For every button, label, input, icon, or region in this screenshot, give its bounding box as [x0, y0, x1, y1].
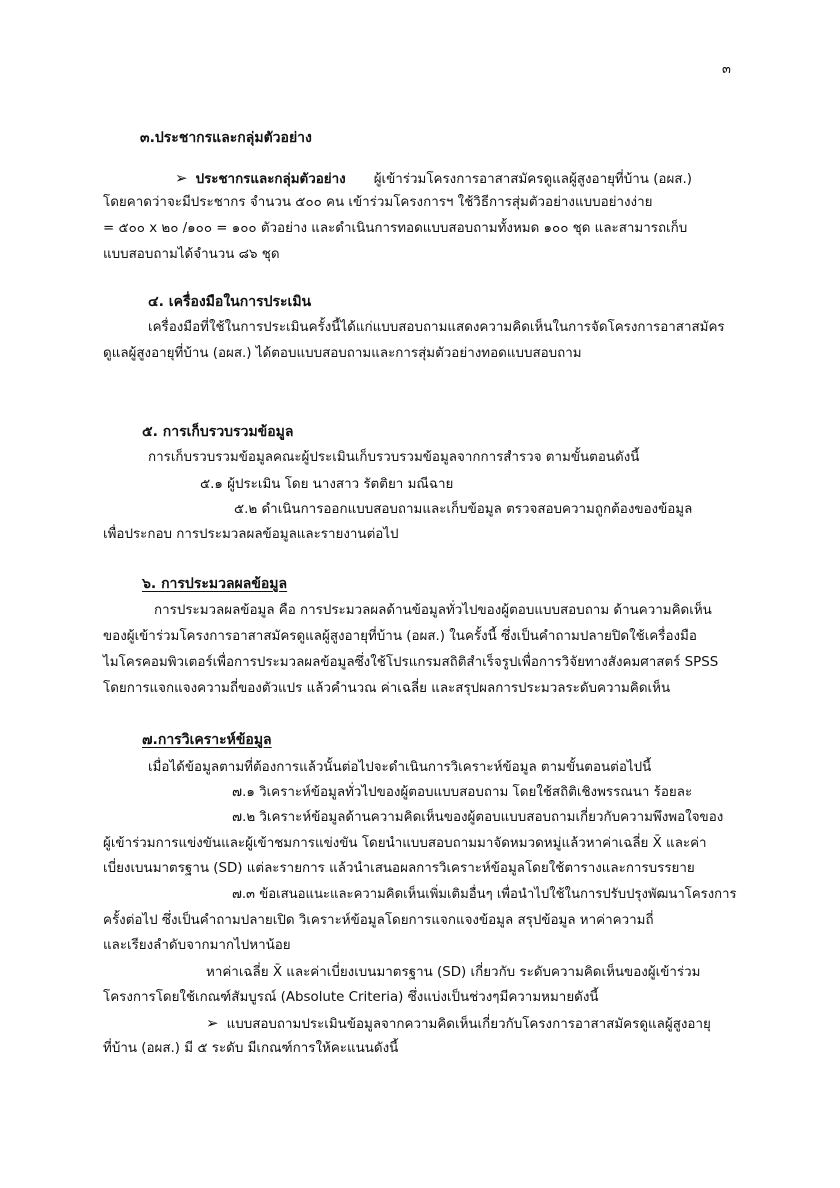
paragraph-line: ผู้เข้าร่วมโครงการอาสาสมัครดูแลผู้สูงอายุที่บ้าน (อผส.) — [373, 172, 692, 187]
section-6-heading: ๖. การประมวลผลข้อมูล — [142, 576, 288, 592]
paragraph-line: ของผู้เข้าร่วมโครงการอาสาสมัครดูแลผู้สูงอายุที่บ้าน (อผส.) ในครั้งนี้ ซึ่งเป็นคำถามปลายปิดใช้เครื่องมือ — [103, 629, 697, 644]
paragraph-line: ดูแลผู้สูงอายุที่บ้าน (อผส.) ได้ตอบแบบสอบถามและการสุ่มตัวอย่างทอดแบบสอบถาม — [103, 346, 582, 361]
paragraph-line: แบบสอบถามได้จำนวน ๘๖ ชุด — [103, 247, 280, 262]
paragraph-line: โดยคาดว่าจะมีประชากร จำนวน ๕๐๐ คน เข้าร่วมโครงการฯ ใช้วิธีการสุ่มตัวอย่างแบบอย่างง่าย — [103, 195, 653, 210]
paragraph-line: เครื่องมือที่ใช้ในการประเมินครั้งนี้ได้แก่แบบสอบถามแสดงความคิดเห็นในการจัดโครงการอาสาสมัคร — [148, 320, 725, 335]
paragraph-line: ที่บ้าน (อผส.) มี ๕ ระดับ มีเกณฑ์การให้คะแนนดังนี้ — [103, 1041, 399, 1056]
paragraph-line: และเรียงลำดับจากมากไปหาน้อย — [103, 938, 291, 953]
section-4-heading: ๔. เครื่องมือในการประเมิน — [148, 294, 312, 310]
paragraph-line: เพื่อประกอบ การประมวลผลข้อมูลและรายงานต่อไป — [103, 527, 399, 542]
paragraph-line: ครั้งต่อไป ซึ่งเป็นคำถามปลายเปิด วิเคราะห์ข้อมูลโดยการแจกแจงข้อมูล สรุปข้อมูล หาค่าความถี่ — [103, 913, 654, 928]
paragraph-line: ๕.๑ ผู้ประเมิน โดย นางสาว รัตติยา มณีฉาย — [200, 477, 454, 492]
paragraph-line: = ๕๐๐ x ๒๐ /๑๐๐ = ๑๐๐ ตัวอย่าง และดำเนินการทอดแบบสอบถามทั้งหมด ๑๐๐ ชุด และสามารถเก็บ — [103, 221, 688, 236]
section-3-heading: ๓.ประชากรและกลุ่มตัวอย่าง — [140, 130, 312, 146]
paragraph-line: แบบสอบถามประเมินข้อมูลจากความคิดเห็นเกี่ยวกับโครงการอาสาสมัครดูแลผู้สูงอายุ — [226, 1017, 711, 1032]
paragraph-line: ๗.๓ ข้อเสนอแนะและความคิดเห็นเพิ่มเติมอื่นๆ เพื่อนำไปใช้ในการปรับปรุงพัฒนาโครงการ — [232, 887, 737, 902]
arrowhead-bullet-icon: ➢ — [175, 169, 188, 187]
section-7-bullet-line — [206, 1013, 711, 1035]
paragraph-line: การเก็บรวบรวมข้อมูลคณะผู้ประเมินเก็บรวบรวมข้อมูลจากการสำรวจ ตามขั้นตอนดังนี้ — [148, 450, 640, 465]
paragraph-line: ๗.๒ วิเคราะห์ข้อมูลด้านความคิดเห็นของผู้ตอบแบบสอบถามเกี่ยวกับความพึงพอใจของ — [232, 810, 724, 825]
section-3-bullet-line — [175, 168, 692, 190]
paragraph-line: ๗.๑ วิเคราะห์ข้อมูลทั่วไปของผู้ตอบแบบสอบถาม โดยใช้สถิติเชิงพรรณนา ร้อยละ — [232, 785, 693, 800]
section-3-bullet-label: ประชากรและกลุ่มตัวอย่าง — [195, 172, 346, 187]
paragraph-line: การประมวลผลข้อมูล คือ การประมวลผลด้านข้อมูลทั่วไปของผู้ตอบแบบสอบถาม ด้านความคิดเห็น — [154, 603, 712, 618]
section-7-heading: ๗.การวิเคราะห์ข้อมูล — [142, 732, 272, 748]
paragraph-line: ผู้เข้าร่วมการแข่งขันและผู้เข้าชมการแข่งขัน โดยนำแบบสอบถามมาจัดหมวดหมู่แล้วหาค่าเฉลี่ย X̄ และค่า — [103, 836, 707, 851]
page-number: ๓ — [722, 62, 731, 77]
paragraph-line: ไมโครคอมพิวเตอร์เพื่อการประมวลผลข้อมูลซึ่งใช้โปรแกรมสถิติสำเร็จรูปเพื่อการวิจัยทางสังคมศาสตร์ SPSS — [103, 655, 719, 670]
section-5-heading: ๕. การเก็บรวบรวมข้อมูล — [142, 424, 294, 440]
paragraph-line: เมื่อได้ข้อมูลตามที่ต้องการแล้วนั้นต่อไปจะดำเนินการวิเคราะห์ข้อมูล ตามขั้นตอนต่อไปนี้ — [148, 760, 652, 775]
paragraph-line: โดยการแจกแจงความถี่ของตัวแปร แล้วคำนวณ ค่าเฉลี่ย และสรุปผลการประมวลระดับความคิดเห็น — [103, 681, 671, 696]
paragraph-line: ๕.๒ ดำเนินการออกแบบสอบถามและเก็บข้อมูล ตรวจสอบความถูกต้องของข้อมูล — [234, 502, 693, 517]
paragraph-line: โครงการโดยใช้เกณฑ์สัมบูรณ์ (Absolute Criteria) ซึ่งแบ่งเป็นช่วงๆมีความหมายดังนี้ — [103, 990, 599, 1005]
arrowhead-bullet-icon: ➢ — [206, 1014, 219, 1032]
paragraph-line: เบี่ยงเบนมาตรฐาน (SD) แต่ละรายการ แล้วนำเสนอผลการวิเคราะห์ข้อมูลโดยใช้ตารางและการบรรยาย — [103, 861, 695, 876]
paragraph-line: หาค่าเฉลี่ย X̄ และค่าเบี่ยงเบนมาตรฐาน (SD) เกี่ยวกับ ระดับความคิดเห็นของผู้เข้าร่วม — [206, 965, 701, 980]
